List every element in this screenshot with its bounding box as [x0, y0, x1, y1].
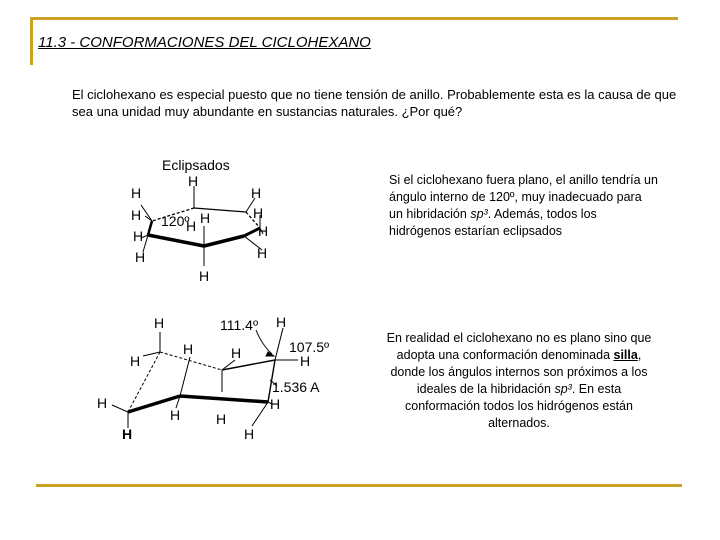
hydrogen-label: H: [231, 345, 242, 361]
hydrogen-label: H: [257, 245, 268, 261]
hydrogen-label: H: [133, 228, 144, 244]
planar-hydrogens: [131, 173, 268, 284]
hydrogen-label: H: [97, 395, 108, 411]
hydrogen-label: H: [170, 407, 181, 423]
hydrogen-label: H: [122, 426, 133, 442]
ring-angle-label: 111.4º: [220, 317, 259, 333]
bond-length-label: 1.536 A: [272, 379, 320, 395]
hydrogen-label: H: [154, 315, 165, 331]
ring-angle-label: 120º: [161, 213, 190, 229]
hydrogen-label: H: [183, 341, 194, 357]
hydrogen-label: H: [270, 396, 281, 412]
hydrogen-label: H: [244, 426, 255, 442]
hydrogen-label: H: [216, 411, 227, 427]
chair-explanation: En realidad el ciclohexano no es plano sino que adopta una conformación denominada silla, donde los ángulos internos son próximos a los ideales de la hibridación sp³. En esta conformación todos los hidrógenos están alternados.: [386, 331, 652, 430]
hydrogen-label: H: [200, 210, 211, 226]
hydrogen-label: H: [258, 223, 269, 239]
planar-c-h-bonds: [141, 186, 263, 266]
hydrogen-label: H: [300, 353, 311, 369]
hydrogen-label: H: [131, 207, 142, 223]
hydrogen-label: H: [131, 185, 142, 201]
chair-hydrogens: [97, 314, 310, 442]
hydrogen-label: H: [276, 314, 287, 330]
page-title: 11.3 - CONFORMACIONES DEL CICLOHEXANO: [38, 34, 371, 51]
hydrogen-label: H: [253, 205, 264, 221]
hydrogen-label: H: [186, 218, 197, 234]
hydrogen-label: H: [135, 249, 146, 265]
chair-ring: [128, 352, 275, 412]
chair-arrows: [256, 330, 277, 386]
hydrogen-label: H: [130, 353, 141, 369]
hch-angle-label: 107.5º: [289, 339, 330, 355]
eclipsed-label: Eclipsados: [162, 157, 230, 173]
hydrogen-label: H: [199, 268, 210, 284]
planar-explanation: Si el ciclohexano fuera plano, el anillo tendría un ángulo interno de 120º, muy inadecuado para un hibridación sp³. Además, todos los hidrógenos estarían eclipsados: [389, 173, 658, 238]
hydrogen-label: H: [251, 185, 262, 201]
hydrogen-label: H: [188, 173, 199, 189]
intro-paragraph: El ciclohexano es especial puesto que no tiene tensión de anillo. Probablemente esta es la causa de que sea una unidad muy abundante en sustancias naturales. ¿Por qué?: [72, 87, 677, 119]
chair-c-h-bonds: [112, 328, 298, 428]
